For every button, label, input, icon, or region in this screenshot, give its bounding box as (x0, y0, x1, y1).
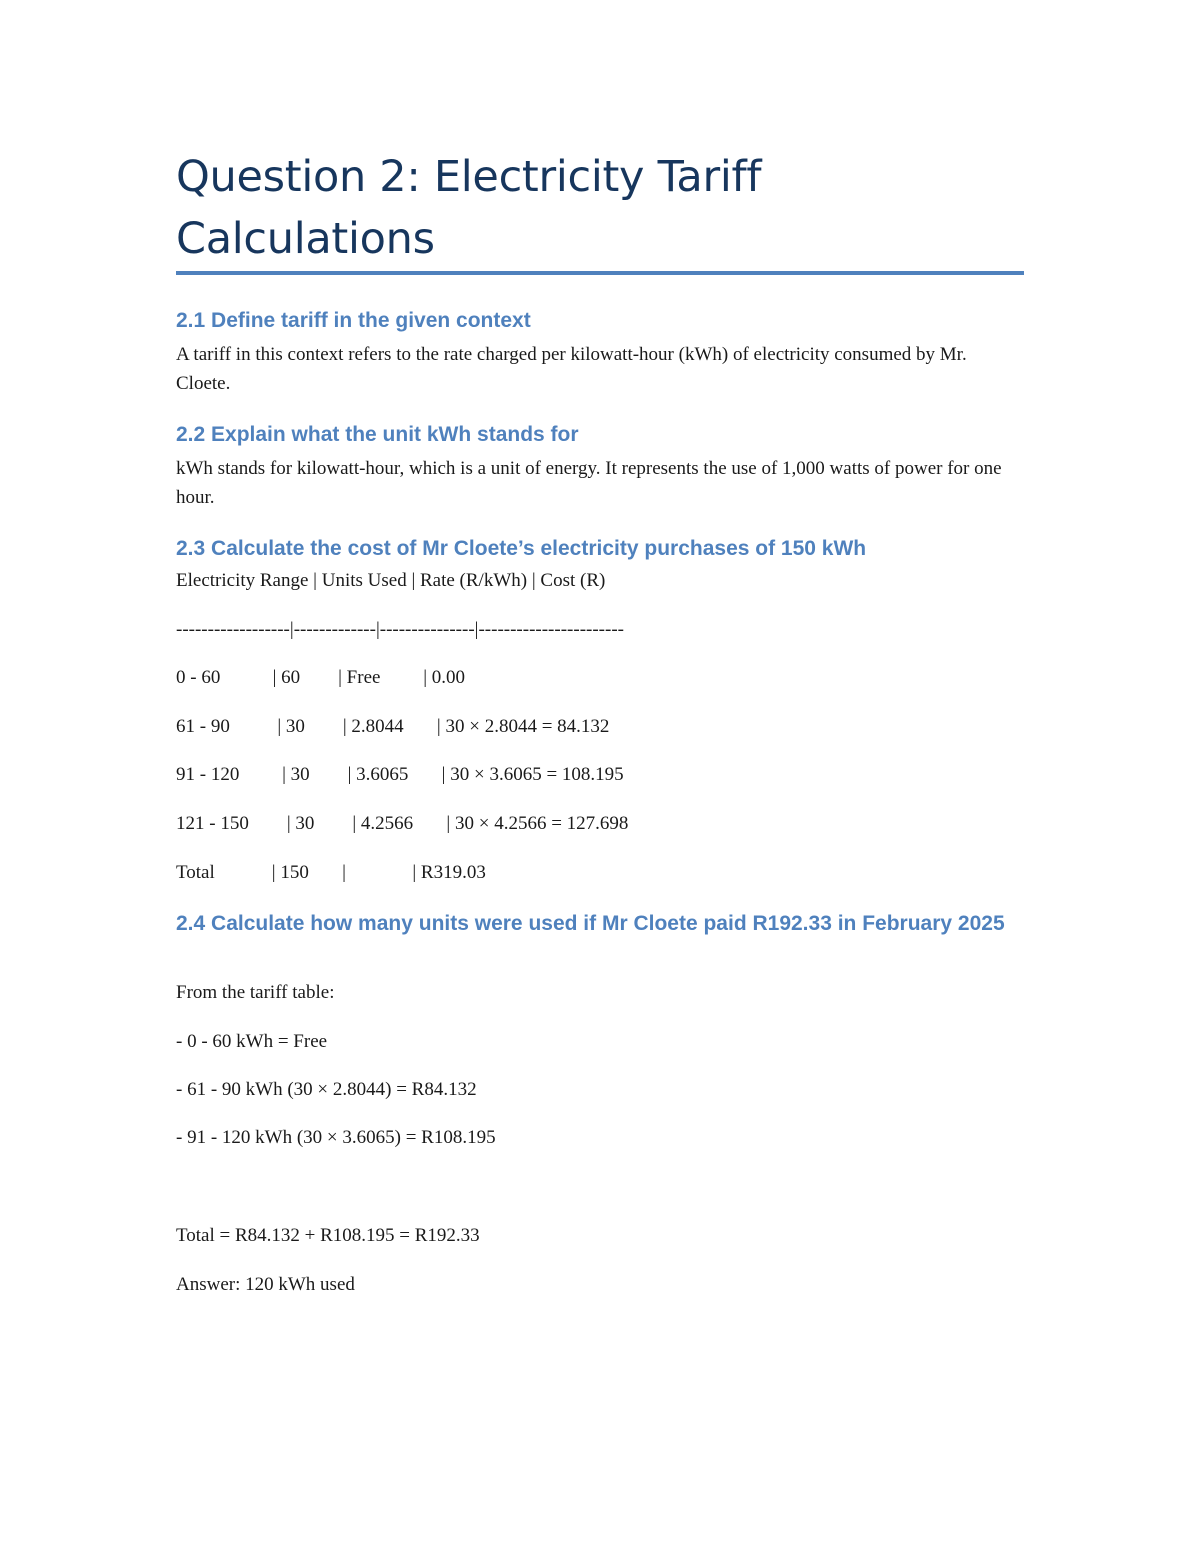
answer-line: Answer: 120 kWh used (176, 1274, 355, 1295)
title-underline (176, 271, 1024, 275)
table-row: 121 - 150 | 30 | 4.2566 | 30 × 4.2566 = 127.698 (176, 813, 629, 834)
list-item: - 61 - 90 kWh (30 × 2.8044) = R84.132 (176, 1079, 477, 1100)
table-separator-line: ------------------|-------------|---------------|----------------------- (176, 619, 624, 640)
list-item: - 0 - 60 kWh = Free (176, 1031, 328, 1052)
table-header-line: Electricity Range | Units Used | Rate (R/kWh) | Cost (R) (176, 570, 606, 591)
total-line: Total = R84.132 + R108.195 = R192.33 (176, 1225, 480, 1246)
section-body-2-1: A tariff in this context refers to the rate charged per kilowatt-hour (kWh) of electricity consumed by Mr. Cloete. (176, 344, 972, 394)
section-heading-2-2: 2.2 Explain what the unit kWh stands for (176, 423, 579, 446)
section-body-2-2: kWh stands for kilowatt-hour, which is a unit of energy. It represents the use of 1,000 watts of power for one hour. (176, 458, 1007, 508)
list-item: - 91 - 120 kWh (30 × 3.6065) = R108.195 (176, 1127, 496, 1148)
table-row: 61 - 90 | 30 | 2.8044 | 30 × 2.8044 = 84.132 (176, 716, 610, 737)
section-body-2-4-intro: From the tariff table: (176, 982, 335, 1003)
section-heading-2-1: 2.1 Define tariff in the given context (176, 309, 531, 332)
section-heading-2-3: 2.3 Calculate the cost of Mr Cloete’s electricity purchases of 150 kWh (176, 537, 867, 560)
table-row: 91 - 120 | 30 | 3.6065 | 30 × 3.6065 = 108.195 (176, 764, 624, 785)
table-row: 0 - 60 | 60 | Free | 0.00 (176, 667, 465, 688)
table-total-row: Total | 150 | | R319.03 (176, 862, 486, 883)
page-title: Question 2: Electricity Tariff Calculations (176, 152, 762, 264)
section-heading-2-4: 2.4 Calculate how many units were used if Mr Cloete paid R192.33 in February 2025 (176, 912, 1005, 935)
